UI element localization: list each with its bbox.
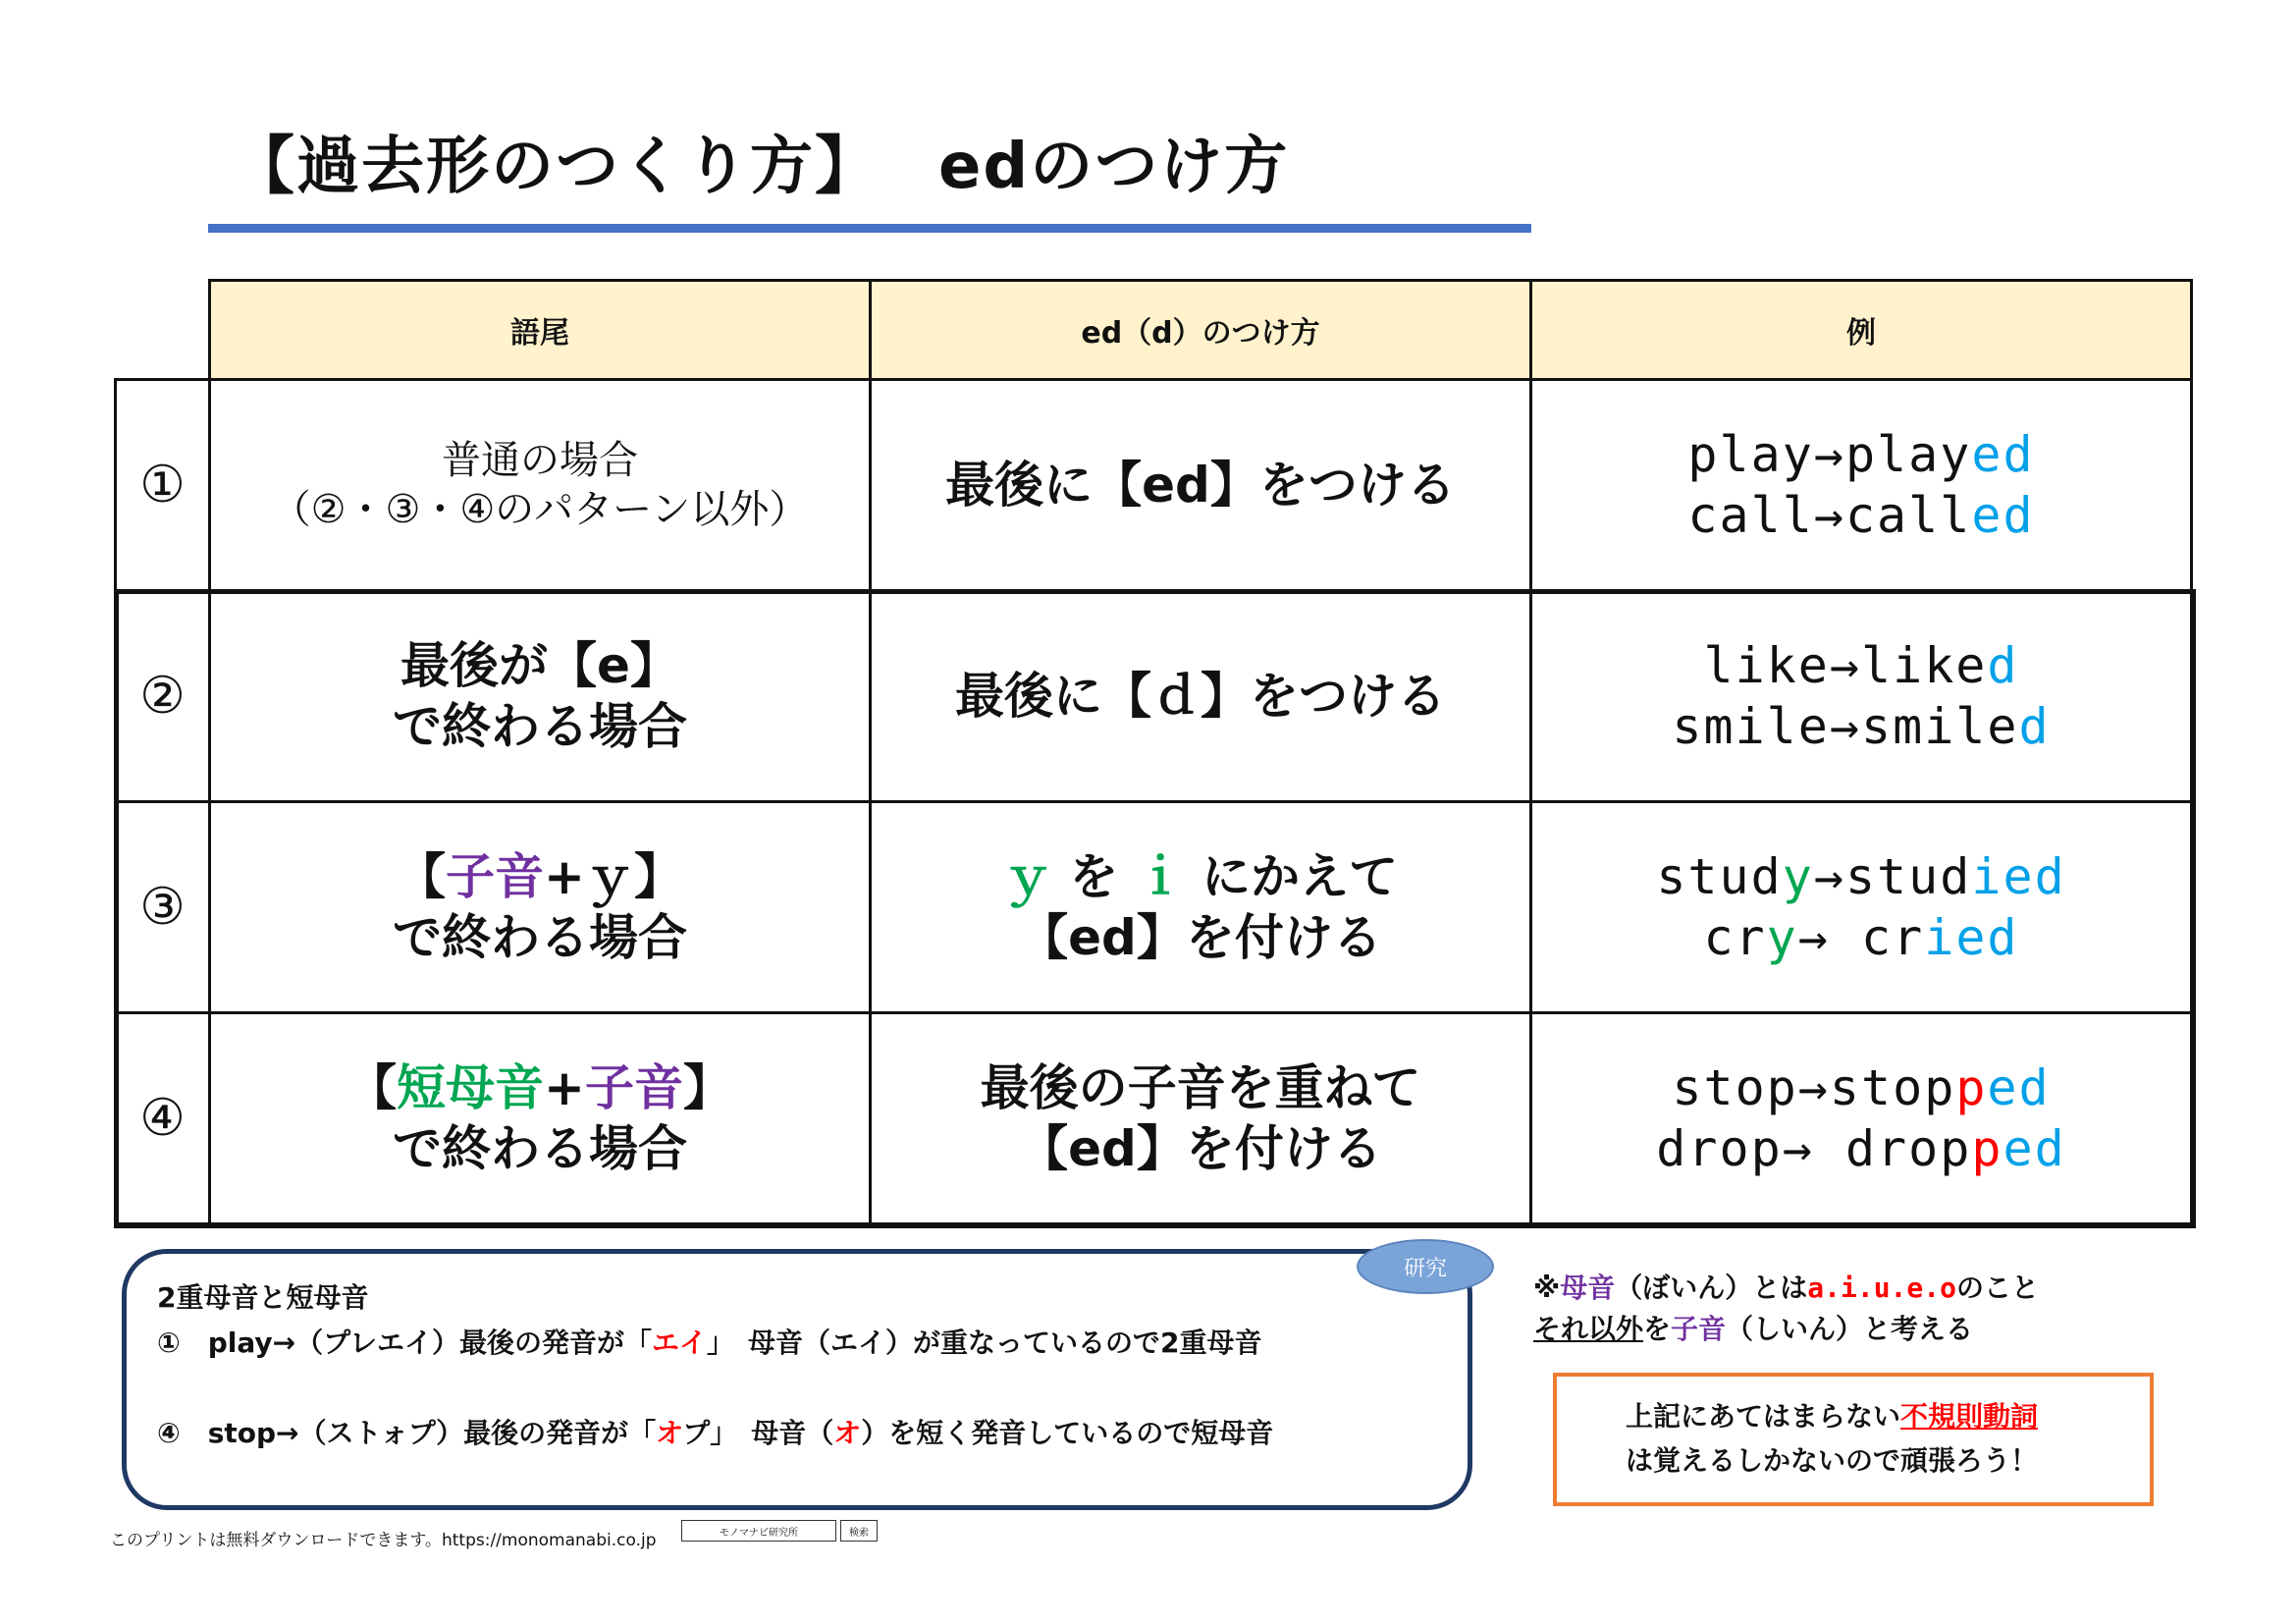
footer-search-button: 検索 [840, 1520, 878, 1542]
ending-cell-2 [208, 589, 872, 803]
row-number-1: ① [114, 378, 211, 592]
ending-3-line1: 【子音+ｙ】 [397, 847, 683, 905]
example-4b: drop→ dropped [1656, 1120, 2066, 1177]
method-cell-1 [869, 378, 1532, 592]
method-2-line1: 最後に【ｄ】をつける [955, 667, 1446, 725]
header-example: 例 [1529, 279, 2193, 381]
example-cell-4 [1529, 1011, 2193, 1225]
method-cell-4 [869, 1011, 1532, 1225]
irregular-verb-box [1553, 1373, 2154, 1506]
ending-2-line1: 最後が【e】 [400, 636, 679, 694]
example-1a: play→played [1687, 425, 2035, 483]
example-2b: smile→smiled [1672, 698, 2051, 755]
example-cell-3 [1529, 800, 2193, 1014]
note-line-2: ④ stop→（ストォプ）最後の発音が「オプ」 母音（オ）を短く発音しているので短母音 [157, 1417, 1274, 1449]
ending-cell-4 [208, 1011, 872, 1225]
title-sub: edのつけ方 [938, 131, 1290, 203]
title-main: 【過去形のつくり方】 [232, 131, 880, 203]
page-title [232, 116, 1289, 206]
ending-2-line2: で終わる場合 [393, 698, 687, 755]
header-method: ed（d）のつけ方 [869, 279, 1532, 381]
example-cell-1 [1529, 378, 2193, 592]
note-heading: 2重母音と短母音 [157, 1281, 369, 1314]
method-3-line2: 【ed】を付ける [1019, 909, 1382, 966]
ending-4-line2: で終わる場合 [393, 1120, 687, 1177]
irregular-line-2: は覚えるしかないので頑張ろう！ [1626, 1444, 2039, 1477]
row-number-3: ③ [114, 800, 211, 1014]
ending-1-line2: （②・③・④のパターン以外） [271, 487, 809, 532]
method-1-line1: 最後に【ed】をつける [945, 456, 1456, 514]
example-1b: call→called [1687, 487, 2035, 544]
example-3b: cry→ cried [1703, 909, 2019, 966]
header-ending: 語尾 [208, 279, 872, 381]
irregular-line-1: 上記にあてはまらない不規則動詞 [1626, 1400, 2039, 1434]
method-cell-3 [869, 800, 1532, 1014]
footer-text: このプリントは無料ダウンロードできます。https://monomanabi.co.jp [110, 1531, 657, 1550]
example-3a: study→studied [1656, 847, 2066, 905]
method-4-line2: 【ed】を付ける [1019, 1120, 1382, 1177]
vowel-note: ※母音（ぼいん）とはa.i.u.e.oのこと [1533, 1272, 2039, 1304]
ending-4-line1: 【短母音+子音】 [347, 1058, 732, 1116]
example-2a: like→liked [1703, 636, 2019, 694]
ending-cell-3 [208, 800, 872, 1014]
row-number-2: ② [114, 589, 211, 803]
research-badge: 研究 [1357, 1239, 1494, 1294]
method-cell-2 [869, 589, 1532, 803]
consonant-note: それ以外を子音（しいん）と考える [1533, 1313, 1974, 1345]
example-cell-2 [1529, 589, 2193, 803]
method-3-line1: ｙ を ｉ にかえて [1002, 847, 1399, 905]
example-4a: stop→stopped [1672, 1058, 2051, 1116]
ending-3-line2: で終わる場合 [393, 909, 687, 966]
ending-cell-1 [208, 378, 872, 592]
ending-1-line1: 普通の場合 [442, 438, 638, 483]
row-number-4: ④ [114, 1011, 211, 1225]
note-line-1: ① play→（プレエイ）最後の発音が「エイ」 母音（エイ）が重なっているので2重母音 [157, 1326, 1262, 1359]
footer-search-field: モノマナビ研究所 [681, 1520, 836, 1542]
method-4-line1: 最後の子音を重ねて [980, 1058, 1421, 1116]
title-underline [208, 224, 1531, 233]
